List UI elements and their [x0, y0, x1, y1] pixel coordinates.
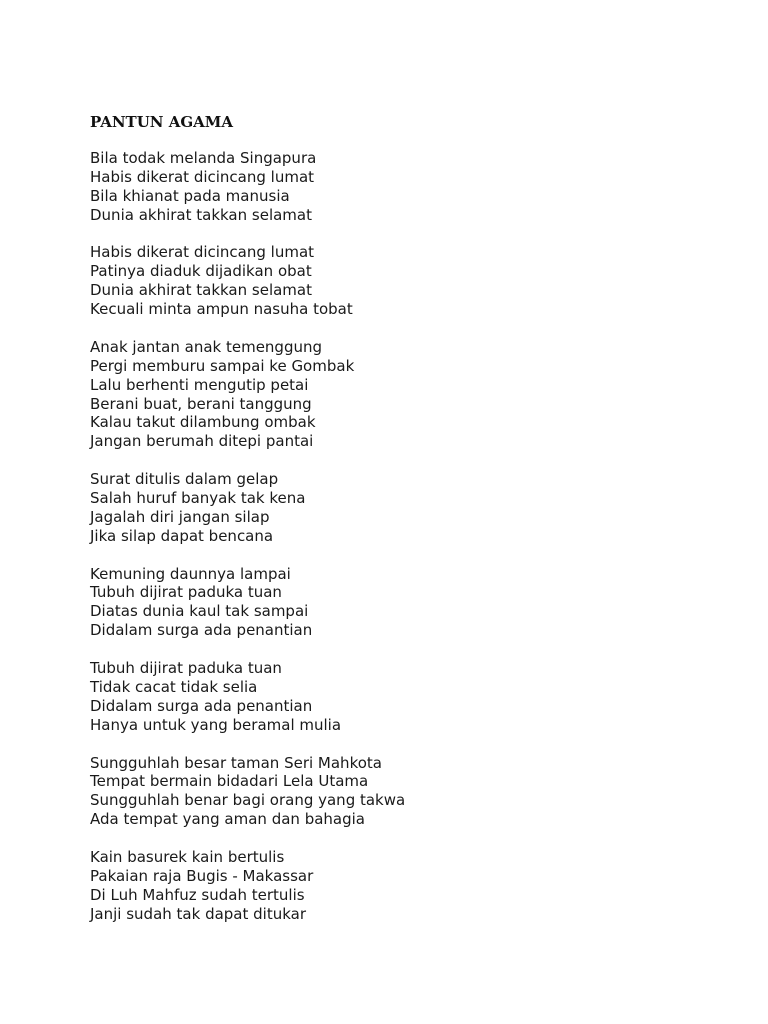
poem-line: Bila todak melanda Singapura — [90, 149, 317, 167]
poem-line: Pakaian raja Bugis - Makassar — [90, 866, 314, 885]
poem-line: Didalam surga ada penantian — [90, 696, 313, 715]
page-title: PANTUN AGAMA — [90, 113, 234, 131]
poem-line: Salah huruf banyak tak kena — [90, 489, 306, 508]
poem-line: Tidak cacat tidak selia — [90, 677, 258, 696]
poem-line: Lalu berhenti mengutip petai — [90, 375, 309, 394]
poem-line: Anak jantan anak temenggung — [90, 337, 323, 356]
poem-line: Habis dikerat dicincang lumat — [90, 243, 315, 262]
poem-line: Ada tempat yang aman dan bahagia — [90, 810, 365, 829]
stanza-3 — [90, 338, 405, 451]
poem-line: Hanya untuk yang beramal mulia — [90, 715, 342, 734]
poem-line: Sungguhlah benar bagi orang yang takwa — [90, 791, 406, 810]
poem-line: Jika silap dapat bencana — [90, 526, 274, 545]
poem-line: Sungguhlah besar taman Seri Mahkota — [90, 753, 382, 772]
poem-line: Di Luh Mahfuz sudah tertulis — [90, 885, 305, 904]
poem-line: Jangan berumah ditepi pantai — [90, 432, 314, 451]
stanza-5 — [90, 565, 405, 641]
poem-line: Kecuali minta ampun nasuha tobat — [90, 300, 353, 319]
stanza-2 — [90, 243, 405, 319]
poem-line: Didalam surga ada penantian — [90, 621, 313, 640]
stanza-7 — [90, 754, 405, 830]
stanza-1 — [90, 149, 405, 225]
stanza-6 — [90, 659, 405, 735]
poem-line: Kain basurek kain bertulis — [90, 847, 285, 866]
poem-line: Habis dikerat dicincang lumat — [90, 167, 315, 186]
poem-line: Patinya diaduk dijadikan obat — [90, 262, 312, 281]
poem-line: Janji sudah tak dapat ditukar — [90, 904, 306, 923]
poem-line: Berani buat, berani tanggung — [90, 394, 312, 413]
poem-line: Kemuning daunnya lampai — [90, 564, 291, 583]
stanza-4 — [90, 470, 405, 546]
poem-line: Kalau takut dilambung ombak — [90, 413, 316, 432]
poem-line: Diatas dunia kaul tak sampai — [90, 602, 309, 621]
stanza-8 — [90, 848, 405, 924]
poem-line: Dunia akhirat takkan selamat — [90, 205, 312, 224]
poem-line: Tempat bermain bidadari Lela Utama — [90, 772, 369, 791]
poem-line: Tubuh dijirat paduka tuan — [90, 659, 282, 678]
poem-line: Tubuh dijirat paduka tuan — [90, 583, 282, 602]
poem-line: Dunia akhirat takkan selamat — [90, 281, 312, 300]
poem-body — [90, 149, 405, 942]
poem-line: Jagalah diri jangan silap — [90, 507, 270, 526]
poem-line: Pergi memburu sampai ke Gombak — [90, 356, 355, 375]
poem-line: Bila khianat pada manusia — [90, 186, 290, 205]
poem-line: Surat ditulis dalam gelap — [90, 470, 279, 489]
